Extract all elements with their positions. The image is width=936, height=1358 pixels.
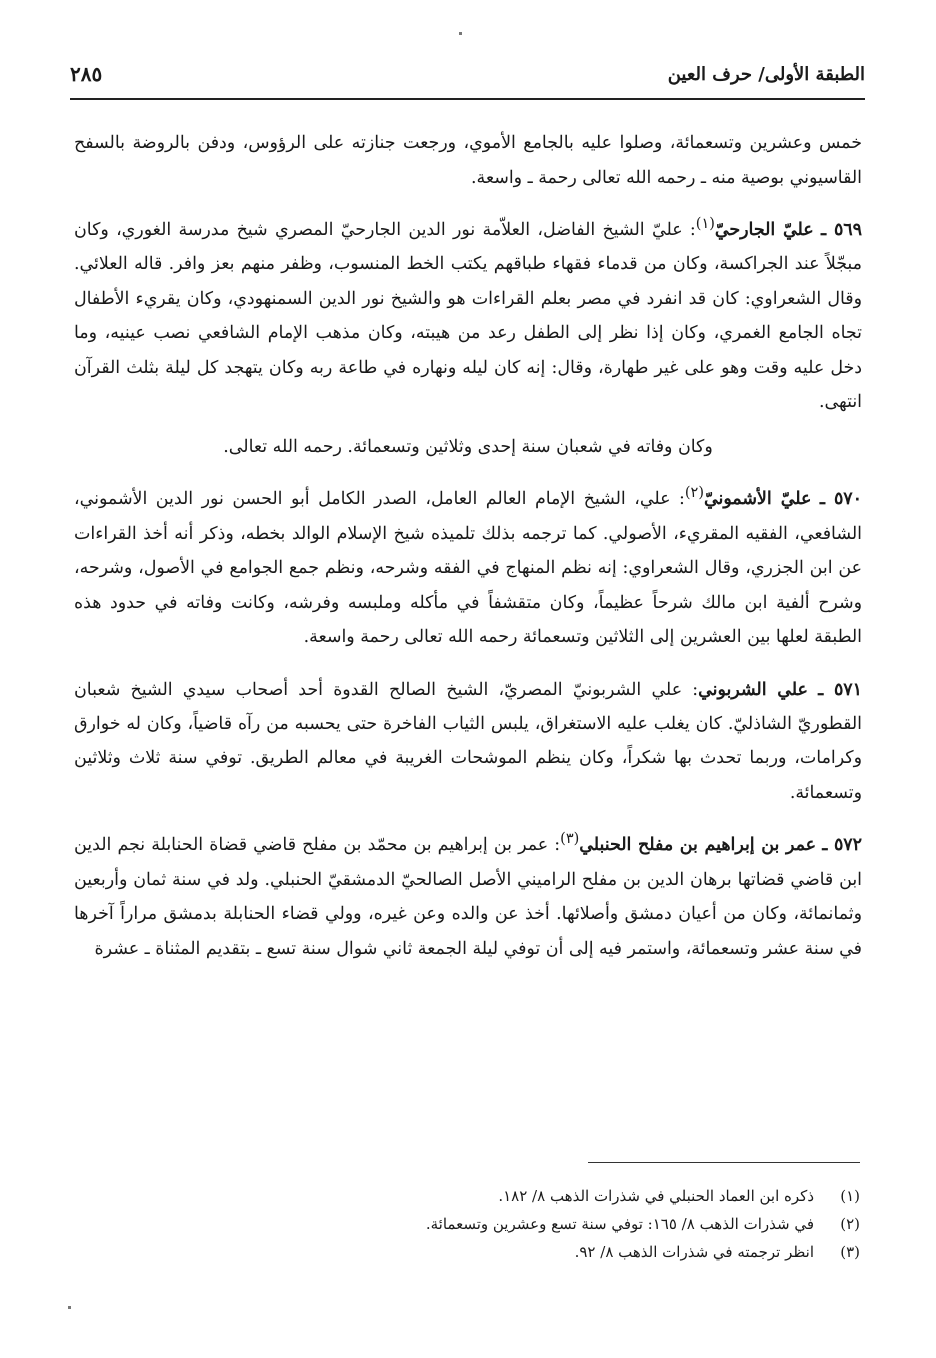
footnote [300,1182,860,1210]
footnote-text: انظر ترجمته في شذرات الذهب ٨/ ٩٢. [574,1243,814,1261]
footnotes-divider [588,1162,860,1163]
page-header [70,62,865,100]
paragraph-continuation: خمس وعشرين وتسعمائة، وصلوا عليه بالجامع الأموي، ورجعت جنازته على الرؤوس، ودفن بالروضة بالسفح القاسيوني بوصية منه ـ رحمه الله تعالى رحمة ـ واسعة. [74,133,862,188]
entry-text: : علي الشربونيّ المصريّ، الشيخ الصالح القدوة أحد أصحاب سيدي الشيخ شعبان القطوريّ الشاذليّ. كان يغلب عليه الاستغراق، يلبس الثياب الفاخرة حتى يحسبه من رآه قاضياً، وكان له خوارق وكرامات، وربما تحدث بها شكراً، وكان ينظم الموشحات الغريبة في معالم الطريق. توفي سنة ثلاث وثلاثين وتسعمائة. [74,679,862,803]
footnote-ref: (٣) [560,831,580,848]
footnote [300,1238,860,1266]
entry-number: ٥٦٩ ـ [821,219,862,240]
footnote-ref: (٢) [684,485,704,502]
entry-text: : علي، الشيخ الإمام العالم العامل، الصدر الكامل أبو الحسن نور الدين الأشموني، الشافعي، الفقيه المقريء، الأصولي. كما ترجمه بذلك تلميذه شيخ الإسلام الوالد بخطه، وذكر أنه أخذ القراءات عن ابن الجزري، وقال الشعراوي: إنه نظم المنهاج في الفقه وشرحه، ونظم جمع الجوامع في الأصول، وشرحه، وشرح ألفية ابن مالك شرحاً عظيماً، وكان متقشفاً في مأكله وملبسه وفرشه، وكانت وفاته في حدود هذه الطبقة لعلها بين العشرين إلى الثلاثين وتسعمائة رحمه الله تعالى رحمة واسعة. [74,489,862,648]
footnote-text: ذكره ابن العماد الحنبلي في شذرات الذهب ٨/ ١٨٢. [498,1187,814,1205]
footnote-number: (٢) [840,1215,860,1233]
entry-570 [74,476,862,654]
entry-number: ٥٧٢ ـ [822,835,862,856]
entry-name: عمر بن إبراهيم بن مفلح الحنبلي [579,835,817,856]
entry-text: : عليّ الشيخ الفاضل، العلاّمة نور الدين الجارحيّ المصري شيخ مدرسة الغوري، وكان مبجّلاً عند الجراكسة، وكان من قدماء فقهاء طباقهم يكتب الخط المنسوب، وظفر منهم بعز وافر. قاله العلائي. وقال الشعراوي: كان قد انفرد في مصر بعلم القراءات هو والشيخ نور الدين السمنهودي، وكان يقريء الأطفال تجاه الجامع الغمري، وكان إذا نظر إلى الطفل رعد من هيبته، وكان مذهب الإمام الشافعي نصب عينيه، وما دخل عليه وقت وهو على غير طهارة، وقال: إنه كان ليله ونهاره في طاعة ربه وكان يتهجد كل ليلة بثلث القرآن انتهى. [74,219,862,413]
entry-text: : عمر بن إبراهيم بن محمّد بن مفلح قاضي قضاة الحنابلة نجم الدين ابن قاضي قضاتها برهان الدين بن مفلح الراميني الأصل الصالحيّ الدمشقيّ الحنبلي. ولد في سنة ثمان وأربعين وثمانمائة، وكان من أعيان دمشق وأصلائها. أخذ عن والده وعن غيره، وولي قضاء الحنابلة بدمشق مراراً آخرها في سنة عشر وتسعمائة، واستمر فيه إلى أن توفي ليلة الجمعة ثاني شوال سنة تسع ـ بتقديم المثناة ـ عشرة [74,835,862,959]
entry-572 [74,822,862,966]
paragraph-death-note: وكان وفاته في شعبان سنة إحدى وثلاثين وتسعمائة. رحمه الله تعالى. [223,436,713,457]
scan-speck [68,1306,71,1309]
entry-name: عليّ الأشمونيّ [703,489,812,510]
footnote-ref: (١) [695,216,715,232]
main-text [74,126,862,966]
entry-number: ٥٧١ ـ [818,679,862,700]
page-number: ٢٨٥ [70,62,103,86]
footnote-number: (١) [840,1187,860,1205]
entry-name: علي الشربوني [698,679,808,700]
scan-speck [459,32,462,35]
footnote [300,1210,860,1238]
running-title: الطبقة الأولى/ حرف العين [667,64,865,85]
footnotes [300,1182,860,1266]
footnote-text: في شذرات الذهب ٨/ ١٦٥: توفي سنة تسع وعشرين وتسعمائة. [425,1215,814,1233]
entry-569 [74,207,862,420]
entry-number: ٥٧٠ ـ [819,489,862,510]
footnote-number: (٣) [840,1243,860,1261]
entry-name: عليّ الجارحيّ [714,219,814,240]
entry-571 [74,667,862,811]
